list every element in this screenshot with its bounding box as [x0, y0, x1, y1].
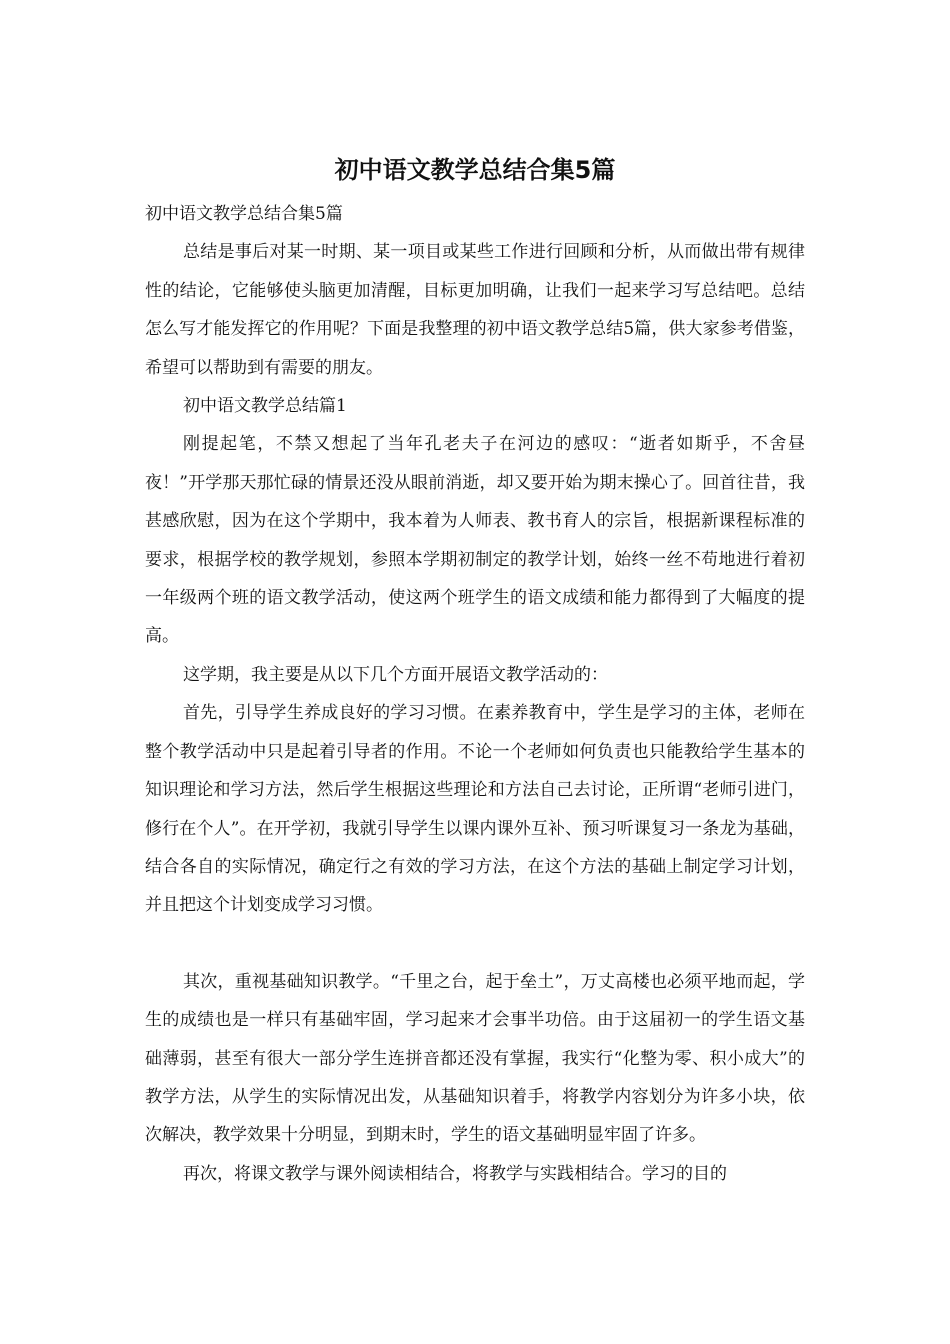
- document-title: 初中语文教学总结合集5篇: [334, 156, 616, 184]
- paragraph: 这学期，我主要是从以下几个方面开展语文教学活动的：: [183, 664, 608, 685]
- paragraph: 首先，引导学生养成良好的学习习惯。在素养教育中，学生是学习的主体，老师在整个教学活动中只是起着引导者的作用。不论一个老师如何负责也只能教给学生基本的知识理论和学习方法，然后学生根据这些理论和方法自己去讨论，正所谓“老师引进门，修行在个人”。在开学初，我就引导学生以课内课外互补、预习听课复习一条龙为基础，结合各自的实际情况，确定行之有效的学习方法，在这个方法的基础上制定学习计划，并且把这个计划变成学习习惯。: [145, 703, 805, 916]
- paragraph: 再次，将课文教学与课外阅读相结合，将教学与实践相结合。学习的目的: [183, 1163, 727, 1184]
- section-heading: 初中语文教学总结篇1: [183, 396, 347, 417]
- paragraph: 其次，重视基础知识教学。“千里之台，起于垒土”，万丈高楼也必须平地而起，学生的成绩也是一样只有基础牢固，学习起来才会事半功倍。由于这届初一的学生语文基础薄弱，甚至有很大一部分学生连拼音都还没有掌握，我实行“化整为零、积小成大”的教学方法，从学生的实际情况出发，从基础知识着手，将教学内容划分为许多小块，依次解决，教学效果十分明显，到期末时，学生的语文基础明显牢固了许多。: [145, 971, 805, 1146]
- document-body: [145, 195, 805, 1193]
- paragraph-intro: 总结是事后对某一时期、某一项目或某些工作进行回顾和分析，从而做出带有规律性的结论，它能够使头脑更加清醒，目标更加明确，让我们一起来学习写总结吧。总结怎么写才能发挥它的作用呢？下面是我整理的初中语文教学总结5篇，供大家参考借鉴，希望可以帮助到有需要的朋友。: [145, 242, 805, 378]
- document-subtitle: 初中语文教学总结合集5篇: [145, 204, 343, 224]
- paragraph: 刚提起笔，不禁又想起了当年孔老夫子在河边的感叹：“逝者如斯乎，不舍昼夜！”开学那天那忙碌的情景还没从眼前消逝，却又要开始为期末操心了。回首往昔，我甚感欣慰，因为在这个学期中，我本着为人师表、教书育人的宗旨，根据新课程标准的要求，根据学校的教学规划，参照本学期初制定的教学计划，始终一丝不苟地进行着初一年级两个班的语文教学活动，使这两个班学生的语文成绩和能力都得到了大幅度的提高。: [145, 434, 805, 647]
